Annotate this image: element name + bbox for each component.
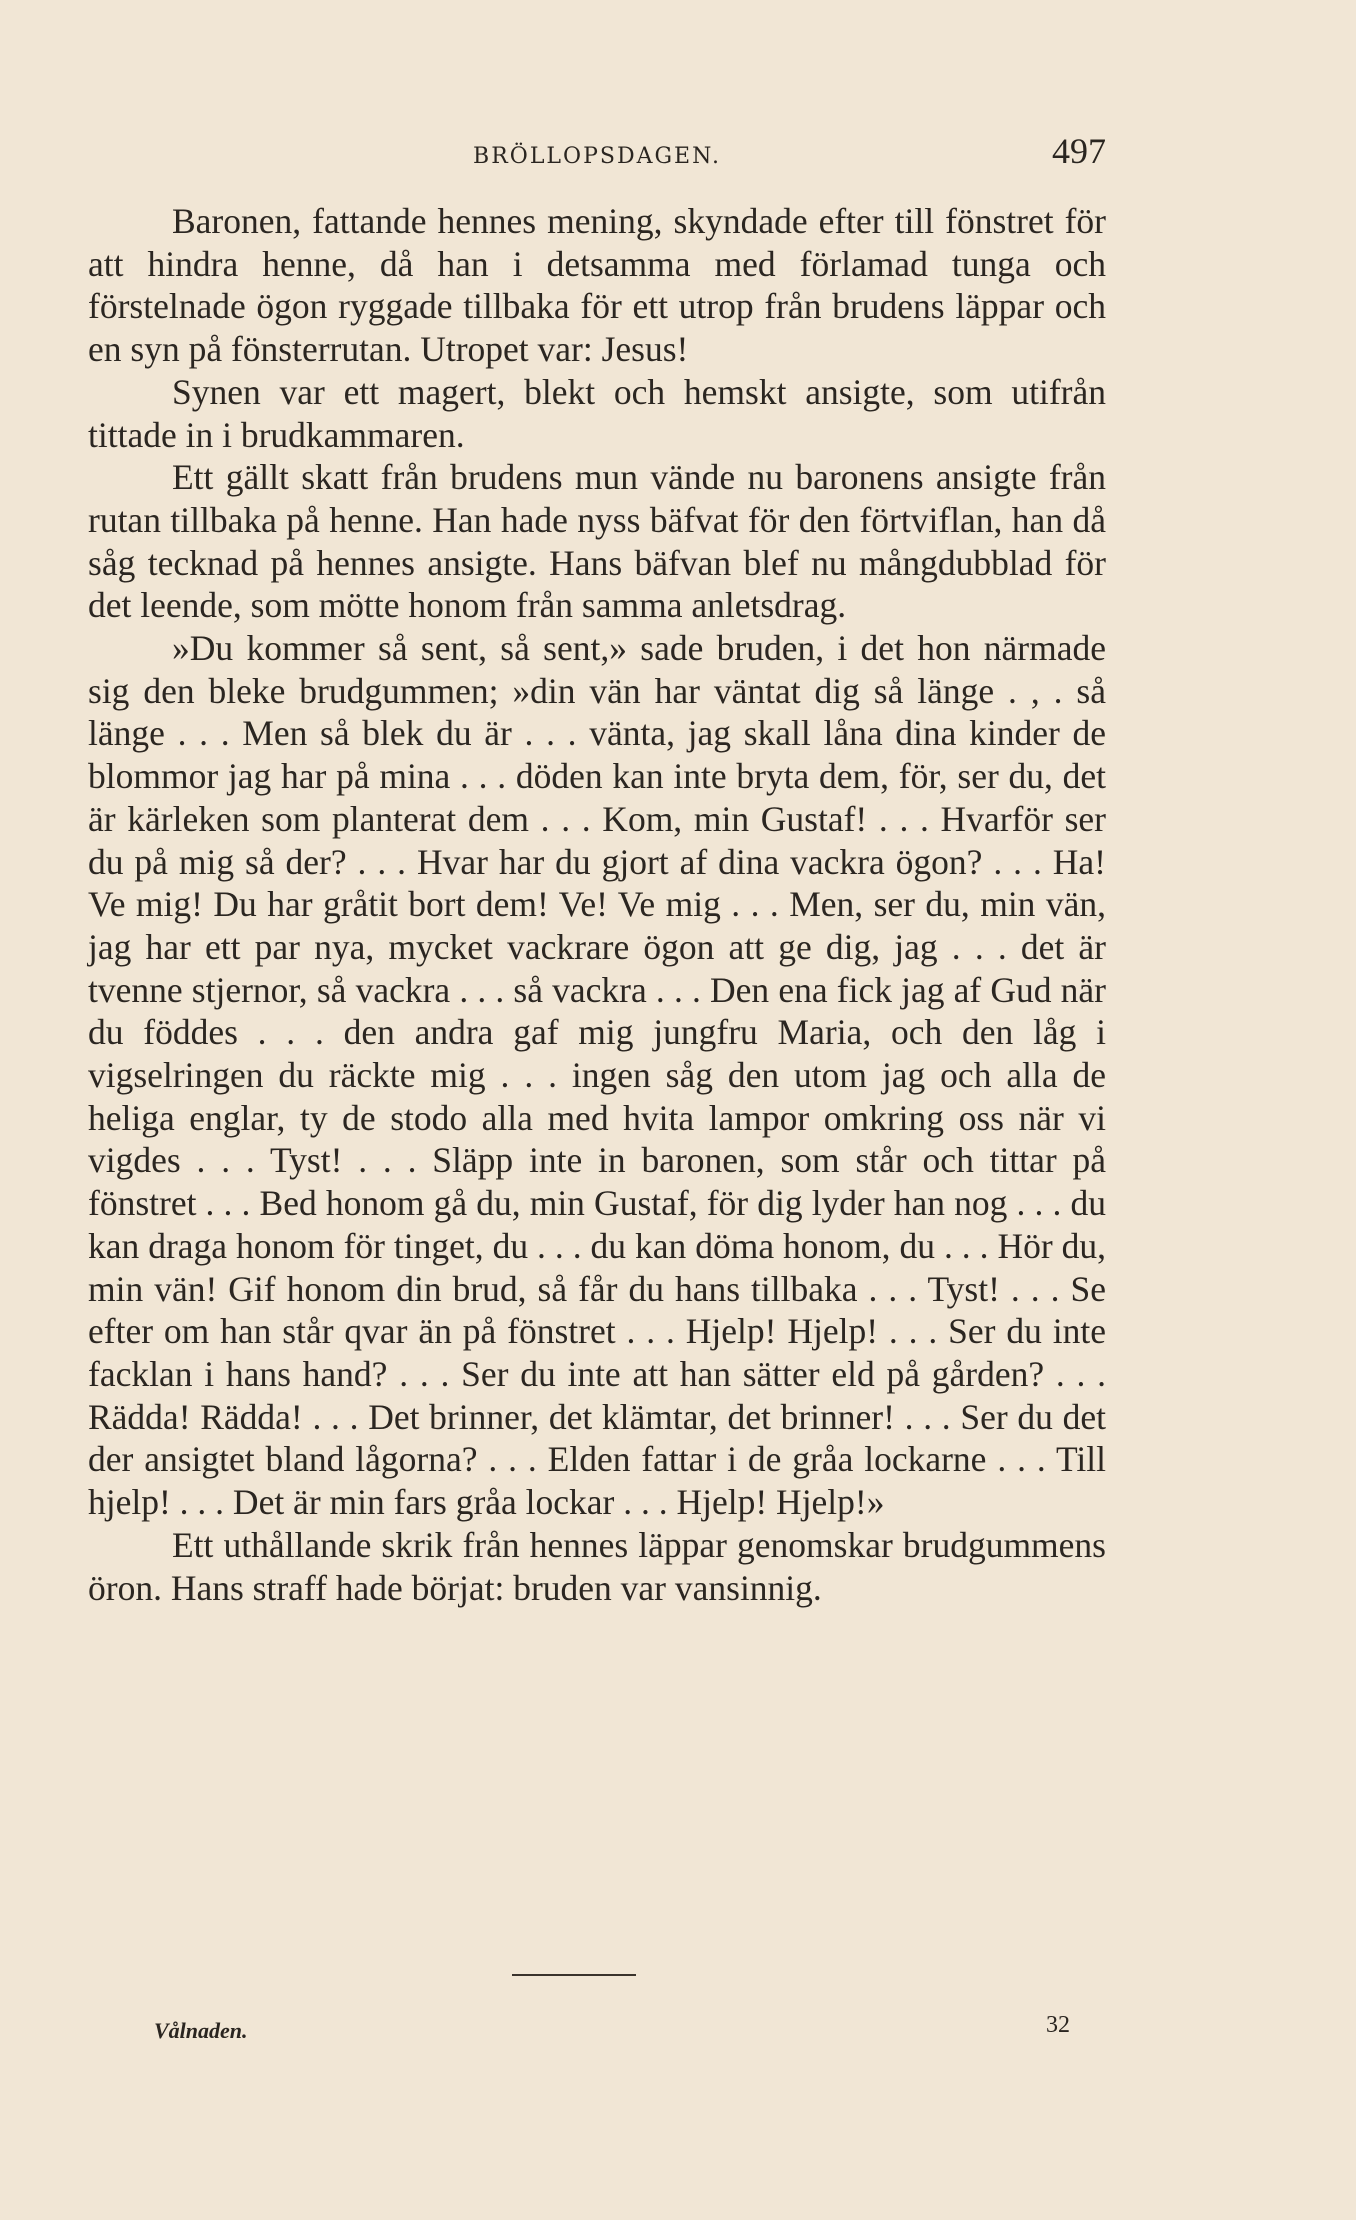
paragraph: »Du kommer så sent, så sent,» sade bruden, i det hon närmade sig den bleke brudgummen; »din vän har väntat dig så länge . , . så länge . . . Men så blek du är . . . vänta, jag skall låna dina kinder de blommor jag har på mina . . . döden kan inte bryta dem, för, ser du, det är kärleken som planterat dem . . . Kom, min Gustaf! . . . Hvarför ser du på mig så der? . . . Hvar har du gjort af dina vackra ögon? . . . Ha! Ve mig! Du har gråtit bort dem! Ve! Ve mig . . . Men, ser du, min vän, jag har ett par nya, mycket vackrare ögon att ge dig, jag . . . det är tvenne stjernor, så vackra . . . så vackra . . . Den ena fick jag af Gud när du föddes . . . den andra gaf mig jungfru Maria, och den låg i vigselringen du räckte mig . . . ingen såg den utom jag och alla de heliga englar, ty de stodo alla med hvita lampor omkring oss när vi vigdes . . . Tyst! . . . Släpp inte in baronen, som står och tittar på fönstret . . . Bed honom gå du, min Gustaf, för dig lyder han nog . . . du kan draga honom för tinget, du . . . du kan döma honom, du . . . Hör du, min vän! Gif honom din brud, så får du hans tillbaka . . . Tyst! . . . Se efter om han står qvar än på fönstret . . . Hjelp! Hjelp! . . . Ser du inte facklan i hans hand? . . . Ser du inte att han sätter eld på gården? . . . Rädda! Rädda! . . . Det brinner, det klämtar, det brinner! . . . Ser du det der ansigtet bland lågorna? . . . Elden fattar i de gråa lockarne . . . Till hjelp! . . . Det är min fars gråa lockar . . . Hjelp! Hjelp!»	[88, 628, 1106, 1523]
page-number: 497	[1052, 131, 1106, 171]
paragraph: Baronen, fattande hennes mening, skyndade efter till fönstret för att hindra henne, då han i detsamma med förlamad tunga och förstelnade ögon ryggade tillbaka för ett utrop från brudens läppar och en syn på fönsterrutan. Utropet var: Jesus!	[88, 201, 1106, 370]
signature-mark: Vålnaden.	[154, 2018, 248, 2043]
paragraph: Synen var ett magert, blekt och hemskt ansigte, som utifrån tittade in i brudkammaren.	[88, 371, 1106, 455]
paragraph: Ett uthållande skrik från hennes läppar genomskar brudgummens öron. Hans straff hade börjat: bruden var vansinnig.	[88, 1524, 1106, 1608]
page-header	[88, 130, 1106, 180]
paragraph: Ett gällt skatt från brudens mun vände nu baronens ansigte från rutan tillbaka på henne. Han hade nyss bäfvat för den förtviflan, han då såg tecknad på hennes ansigte. Hans bäfvan blef nu mångdubblad för det leende, som mötte honom från samma anletsdrag.	[88, 457, 1106, 626]
body-text	[88, 200, 1106, 1609]
sheet-number: 32	[1046, 2012, 1070, 2038]
section-divider	[512, 1974, 636, 1976]
running-title: BRÖLLOPSDAGEN.	[473, 144, 721, 169]
